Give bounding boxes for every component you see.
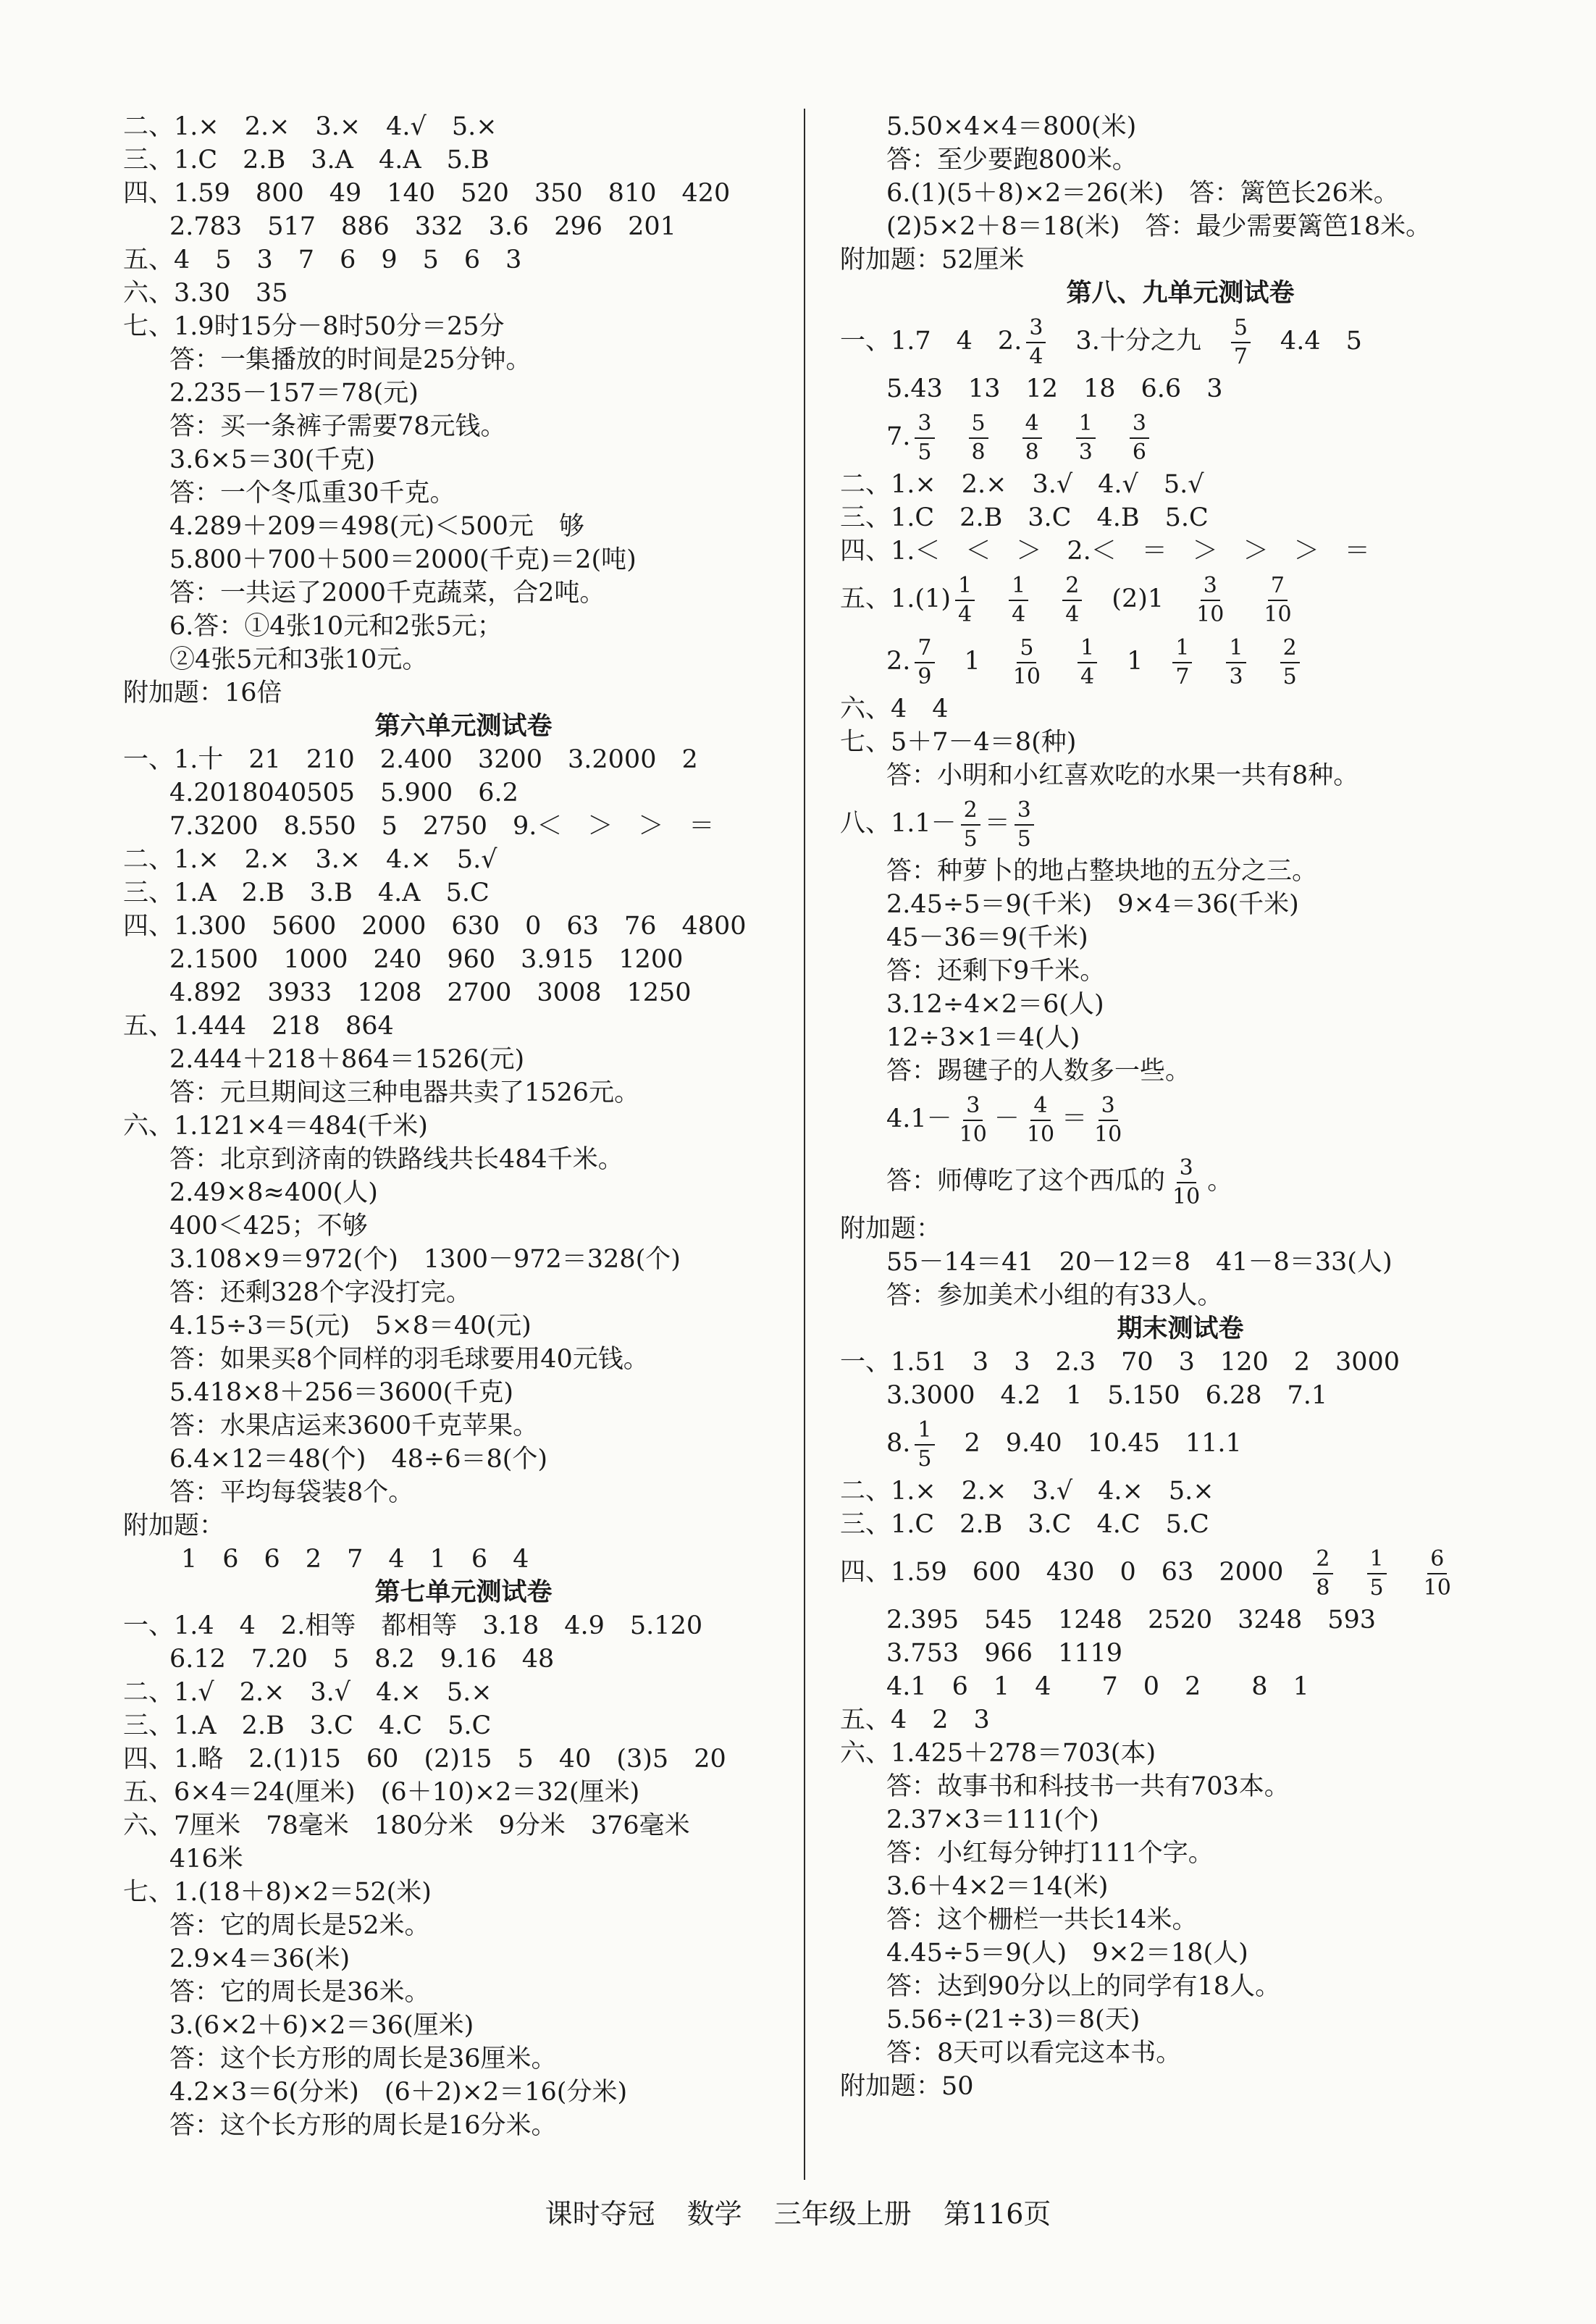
answer-line: 3.108×9＝972(个) 1300－972＝328(个) bbox=[169, 1245, 681, 1274]
answer-line: 2.235－157＝78(元) bbox=[169, 379, 419, 408]
answer-line: 七、1.(18＋8)×2＝52(米) bbox=[123, 1878, 432, 1907]
fraction-denominator: 10 bbox=[959, 1121, 987, 1147]
answer-line: 3.(6×2＋6)×2＝36(厘米) bbox=[169, 2011, 474, 2040]
fraction-denominator: 10 bbox=[1012, 663, 1041, 689]
answer-line: 答：参加美术小组的有33人。 bbox=[886, 1281, 1223, 1310]
answer-line: 答：这个栅栏一共长14米。 bbox=[886, 1905, 1198, 1934]
answer-line: 答：8天可以看完这本书。 bbox=[886, 2039, 1182, 2068]
answer-line: 八、1.1－ $\frac{2}{5}$ ＝ $\frac{3}{5}$ bbox=[840, 792, 1521, 855]
fraction bbox=[957, 1094, 990, 1147]
answer-line: 4.1 6 1 4 7 0 2 8 1 bbox=[886, 1672, 1309, 1701]
fraction-numerator: 5 bbox=[1017, 636, 1036, 663]
answer-line: 2.45÷5＝9(千米) 9×4＝36(千米) bbox=[886, 890, 1299, 919]
answer-line: 答：小红每分钟打111个字。 bbox=[886, 1839, 1214, 1868]
answer-line: 二、1.× 2.× 3.× 4.× 5.√ bbox=[123, 845, 497, 874]
answer-line: ②4张5元和3张10元。 bbox=[169, 645, 428, 674]
fraction-numerator: 2 bbox=[1313, 1547, 1332, 1574]
answer-line: 6.12 7.20 5 8.2 9.16 48 bbox=[169, 1645, 555, 1674]
answer-line: 5.43 13 12 18 6.6 3 bbox=[886, 374, 1223, 403]
column-divider bbox=[804, 109, 805, 2180]
answer-line: 答：一共运了2000千克蔬菜，合2吨。 bbox=[169, 579, 605, 608]
fraction bbox=[1022, 411, 1042, 465]
fraction bbox=[915, 636, 934, 689]
fraction-numerator: 1 bbox=[1226, 636, 1246, 663]
fraction-denominator: 3 bbox=[1078, 439, 1093, 465]
fraction-denominator: 4 bbox=[1012, 601, 1026, 627]
answer-line: 三、1.C 2.B 3.A 4.A 5.B bbox=[123, 146, 490, 175]
answer-line: 55－14＝41 20－12＝8 41－8＝33(人) bbox=[886, 1248, 1393, 1277]
answer-line: 四、1.59 800 49 140 520 350 810 420 bbox=[123, 179, 731, 208]
fraction bbox=[1313, 1547, 1332, 1601]
footer-page-number: 第116页 bbox=[943, 2198, 1051, 2230]
fraction bbox=[1076, 411, 1096, 465]
answer-line: 5.800＋700＋500＝2000(千克)＝2(吨) bbox=[169, 545, 637, 574]
answer-line: 7.3200 8.550 5 2750 9.＜ ＞ ＞ ＝ bbox=[169, 812, 715, 841]
answer-line: 二、1.× 2.× 3.√ 4.× 5.× bbox=[840, 1477, 1214, 1506]
footer-book-title: 课时夺冠 bbox=[545, 2198, 655, 2230]
answer-line: 4.1－ $\frac{3}{10}$ － $\frac{4}{10}$ ＝ $\frac{3}{10}$ bbox=[840, 1088, 1521, 1150]
fraction-numerator: 5 bbox=[969, 411, 988, 439]
fraction-denominator: 5 bbox=[1282, 663, 1297, 689]
answer-line: 答：如果买8个同样的羽毛球要用40元钱。 bbox=[169, 1345, 649, 1374]
answer-line: 400＜425；不够 bbox=[169, 1212, 368, 1241]
answer-line: 答：一个冬瓜重30千克。 bbox=[169, 479, 455, 508]
answer-line: 416米 bbox=[169, 1845, 243, 1874]
fraction-denominator: 9 bbox=[917, 663, 932, 689]
answer-line: 4.15÷3＝5(元) 5×8＝40(元) bbox=[169, 1312, 532, 1341]
answer-line: 答：这个长方形的周长是36厘米。 bbox=[169, 2044, 557, 2073]
fraction-numerator: 3 bbox=[1177, 1156, 1196, 1183]
answer-line: 六、7厘米 78毫米 180分米 9分米 376毫米 bbox=[123, 1811, 690, 1840]
answer-line: 45－36＝9(千米) bbox=[886, 923, 1088, 952]
answer-line: 答：至少要跑800米。 bbox=[886, 146, 1138, 175]
answer-line: 2.1500 1000 240 960 3.915 1200 bbox=[169, 945, 684, 974]
fraction-denominator: 10 bbox=[1026, 1121, 1055, 1147]
answer-line: 1 6 6 2 7 4 1 6 4 bbox=[181, 1545, 529, 1574]
fraction bbox=[1421, 1547, 1454, 1601]
answer-line: 答：北京到济南的铁路线共长484千米。 bbox=[169, 1145, 623, 1174]
fraction bbox=[915, 1418, 934, 1472]
answer-line: 附加题：52厘米 bbox=[840, 246, 1025, 274]
fraction bbox=[961, 798, 980, 852]
fraction bbox=[1367, 1547, 1387, 1601]
answer-line: 5.418×8＋256＝3600(千克) bbox=[169, 1378, 513, 1407]
answer-line: 一、1.51 3 3 2.3 70 3 120 2 3000 bbox=[840, 1348, 1400, 1377]
fraction-denominator: 5 bbox=[1017, 826, 1031, 852]
answer-line: 答：水果店运来3600千克苹果。 bbox=[169, 1411, 539, 1440]
fraction-denominator: 5 bbox=[917, 439, 932, 465]
answer-line: 12÷3×1＝4(人) bbox=[886, 1023, 1080, 1052]
fraction-denominator: 7 bbox=[1175, 663, 1190, 689]
fraction-numerator: 7 bbox=[915, 636, 934, 663]
fraction-denominator: 8 bbox=[971, 439, 986, 465]
fraction-numerator: 2 bbox=[1280, 636, 1300, 663]
fraction-numerator: 1 bbox=[1009, 574, 1028, 601]
answer-line: 六、1.121×4＝484(千米) bbox=[123, 1112, 428, 1141]
fraction-numerator: 4 bbox=[1030, 1094, 1050, 1121]
fraction-numerator: 3 bbox=[1015, 798, 1034, 826]
answer-line: 2.395 545 1248 2520 3248 593 bbox=[886, 1606, 1377, 1635]
section-title: 期末测试卷 bbox=[1117, 1314, 1244, 1343]
answer-line: 2.9×4＝36(米) bbox=[169, 1945, 350, 1973]
answer-line: 五、1.(1) $\frac{1}{4}$ $\frac{1}{4}$ $\frac{2}{4}$ (2)1 $\frac{3}{10}$ $\frac{7}{10}$ bbox=[840, 568, 1521, 630]
footer-grade: 三年级上册 bbox=[773, 2198, 912, 2230]
fraction-denominator: 4 bbox=[1065, 601, 1080, 627]
fraction-denominator: 4 bbox=[1080, 663, 1095, 689]
fraction bbox=[1078, 636, 1097, 689]
fraction-denominator: 5 bbox=[1369, 1574, 1384, 1601]
fraction-numerator: 1 bbox=[915, 1418, 934, 1446]
answer-line: 2.49×8≈400(人) bbox=[169, 1178, 378, 1207]
answer-line: 答：一集播放的时间是25分钟。 bbox=[169, 345, 532, 374]
fraction-numerator: 3 bbox=[1201, 574, 1220, 601]
answer-line: 答：平均每袋装8个。 bbox=[169, 1478, 414, 1507]
fraction bbox=[1010, 636, 1043, 689]
answer-line: 四、1.＜ ＜ ＞ 2.＜ ＝ ＞ ＞ ＞ ＝ bbox=[840, 537, 1370, 566]
answer-line: 四、1.59 600 430 0 63 2000 $\frac{2}{8}$ $\frac{1}{5}$ $\frac{6}{10}$ bbox=[840, 1541, 1521, 1603]
fraction-denominator: 8 bbox=[1025, 439, 1039, 465]
answer-line: 答：种萝卜的地占整块地的五分之三。 bbox=[886, 857, 1318, 886]
answer-line: 五、1.444 218 864 bbox=[123, 1012, 394, 1041]
answer-line: 答：踢毽子的人数多一些。 bbox=[886, 1057, 1191, 1086]
footer-subject: 数学 bbox=[686, 2198, 742, 2230]
answer-line: 答：达到90分以上的同学有18人。 bbox=[886, 1972, 1281, 2001]
answer-line: 一、1.7 4 2. $\frac{3}{4}$ 3.十分之九 $\frac{5}{7}$ 4.4 5 bbox=[840, 314, 1362, 369]
fraction-numerator: 1 bbox=[1076, 411, 1096, 439]
answer-line: 附加题：16倍 bbox=[123, 679, 282, 708]
answer-line: 二、1.× 2.× 3.× 4.√ 5.× bbox=[123, 112, 497, 141]
answer-line: 答：它的周长是52米。 bbox=[169, 1911, 430, 1940]
answer-line: 3.12÷4×2＝6(人) bbox=[886, 990, 1104, 1019]
answer-line: 5.56÷(21÷3)＝8(天) bbox=[886, 2005, 1141, 2034]
answer-line: 五、4 5 3 7 6 9 5 6 3 bbox=[123, 246, 522, 274]
fraction-denominator: 5 bbox=[963, 826, 978, 852]
answer-line: 答：还剩下9千米。 bbox=[886, 957, 1106, 986]
answer-line: 附加题： bbox=[840, 1215, 942, 1243]
fraction bbox=[1193, 574, 1227, 627]
answer-line: 6.4×12＝48(个) 48÷6＝8(个) bbox=[169, 1445, 548, 1474]
fraction bbox=[1062, 574, 1082, 627]
answer-line: 4.289＋209＝498(元)＜500元 够 bbox=[169, 512, 584, 541]
answer-line: 三、1.A 2.B 3.C 4.C 5.C bbox=[123, 1711, 492, 1740]
answer-line: 答：元旦期间这三种电器共卖了1526元。 bbox=[169, 1078, 640, 1107]
answer-line: 三、1.C 2.B 3.C 4.C 5.C bbox=[840, 1510, 1209, 1539]
answer-line: 二、1.× 2.× 3.√ 4.√ 5.√ bbox=[840, 470, 1204, 499]
answer-line: 2. $\frac{7}{9}$ 1 $\frac{5}{10}$ $\frac{1}{4}$ 1 $\frac{1}{7}$ $\frac{1}{3}$ $\frac{2}{5}$ bbox=[840, 630, 1521, 692]
fraction-numerator: 7 bbox=[1268, 574, 1288, 601]
answer-line: (2)5×2＋8＝18(米) 答：最少需要篱笆18米。 bbox=[886, 212, 1432, 241]
answer-line: 2.783 517 886 332 3.6 296 201 bbox=[169, 212, 676, 241]
section-title: 第八、九单元测试卷 bbox=[1066, 279, 1295, 308]
answer-line: 六、4 4 bbox=[840, 695, 949, 723]
fraction-denominator: 6 bbox=[1132, 439, 1146, 465]
fraction-denominator: 10 bbox=[1264, 601, 1292, 627]
answer-line: 四、1.300 5600 2000 630 0 63 76 4800 bbox=[123, 912, 747, 941]
fraction bbox=[1172, 636, 1192, 689]
answer-line: 五、6×4＝24(厘米) (6＋10)×2＝32(厘米) bbox=[123, 1778, 640, 1807]
fraction-numerator: 3 bbox=[1130, 411, 1149, 439]
answer-line: 二、1.√ 2.× 3.√ 4.× 5.× bbox=[123, 1678, 492, 1707]
fraction-numerator: 1 bbox=[955, 574, 975, 601]
fraction bbox=[1009, 574, 1028, 627]
answer-line: 一、1.十 21 210 2.400 3200 3.2000 2 bbox=[123, 745, 698, 774]
section-title: 第七单元测试卷 bbox=[374, 1578, 553, 1607]
answer-line: 六、1.425＋278＝703(本) bbox=[840, 1739, 1156, 1768]
answer-line: 答：它的周长是36米。 bbox=[169, 1978, 430, 2007]
fraction-numerator: 1 bbox=[1172, 636, 1192, 663]
right-answer-column bbox=[840, 110, 1521, 2194]
answer-line: 答：小明和小红喜欢吃的水果一共有8种。 bbox=[886, 761, 1359, 790]
answer-line: 3.753 966 1119 bbox=[886, 1639, 1123, 1668]
answer-line: 4.2×3＝6(分米) (6＋2)×2＝16(分米) bbox=[169, 2078, 628, 2107]
answer-line: 附加题：50 bbox=[840, 2072, 974, 2101]
answer-line: 6.答：①4张10元和2张5元； bbox=[169, 612, 503, 641]
fraction-numerator: 2 bbox=[961, 798, 980, 826]
fraction-denominator: 5 bbox=[917, 1446, 932, 1472]
answer-line: 7. $\frac{3}{5}$ $\frac{5}{8}$ $\frac{4}{8}$ $\frac{1}{3}$ $\frac{3}{6}$ bbox=[840, 406, 1521, 468]
fraction bbox=[1091, 1094, 1125, 1147]
answer-line: 3.3000 4.2 1 5.150 6.28 7.1 bbox=[886, 1381, 1328, 1410]
fraction-numerator: 4 bbox=[1022, 411, 1042, 439]
fraction bbox=[1026, 316, 1046, 369]
answer-line: 4.2018040505 5.900 6.2 bbox=[169, 779, 518, 807]
answer-line: 一、1.4 4 2.相等 都相等 3.18 4.9 5.120 bbox=[123, 1611, 703, 1640]
fraction-numerator: 5 bbox=[1231, 316, 1251, 343]
answer-line: 答：师傅吃了这个西瓜的 $\frac{3}{10}$ 。 bbox=[886, 1154, 1233, 1209]
fraction bbox=[1280, 636, 1300, 689]
answer-line: 2.444＋218＋864＝1526(元) bbox=[169, 1045, 525, 1074]
answer-line: 3.6×5＝30(千克) bbox=[169, 445, 376, 474]
left-answer-column bbox=[123, 110, 804, 2194]
fraction bbox=[1226, 636, 1246, 689]
answer-line: 四、1.略 2.(1)15 60 (2)15 5 40 (3)5 20 bbox=[123, 1745, 726, 1774]
answer-line: 4.45÷5＝9(人) 9×2＝18(人) bbox=[886, 1939, 1248, 1968]
answer-line: 答：买一条裤子需要78元钱。 bbox=[169, 412, 506, 441]
fraction-numerator: 3 bbox=[963, 1094, 983, 1121]
answer-line: 六、3.30 35 bbox=[123, 279, 288, 308]
answer-line: 三、1.A 2.B 3.B 4.A 5.C bbox=[123, 878, 490, 907]
fraction bbox=[1130, 411, 1149, 465]
fraction bbox=[1015, 798, 1034, 852]
fraction bbox=[969, 411, 988, 465]
section-title: 第六单元测试卷 bbox=[374, 712, 553, 741]
answer-line: 4.892 3933 1208 2700 3008 1250 bbox=[169, 978, 692, 1007]
answer-line: 答：这个长方形的周长是16分米。 bbox=[169, 2111, 557, 2140]
answer-line: 5.50×4×4＝800(米) bbox=[886, 112, 1137, 141]
fraction-denominator: 4 bbox=[1029, 343, 1043, 369]
fraction-numerator: 3 bbox=[915, 411, 934, 439]
answer-line: 答：还剩328个字没打完。 bbox=[169, 1278, 471, 1307]
fraction-numerator: 3 bbox=[1099, 1094, 1118, 1121]
answer-line: 五、4 2 3 bbox=[840, 1706, 990, 1734]
fraction-denominator: 8 bbox=[1316, 1574, 1330, 1601]
fraction bbox=[955, 574, 975, 627]
fraction-numerator: 6 bbox=[1427, 1547, 1447, 1574]
answer-line: 8. $\frac{1}{5}$ 2 9.40 10.45 11.1 bbox=[886, 1417, 1242, 1472]
fraction bbox=[1024, 1094, 1057, 1147]
fraction-denominator: 10 bbox=[1172, 1183, 1201, 1209]
fraction bbox=[1231, 316, 1251, 369]
fraction-denominator: 3 bbox=[1229, 663, 1243, 689]
answer-line: 七、1.9时15分－8时50分＝25分 bbox=[123, 312, 505, 341]
fraction bbox=[915, 411, 934, 465]
answer-line: 6.(1)(5＋8)×2＝26(米) 答：篱笆长26米。 bbox=[886, 179, 1399, 208]
fraction-denominator: 10 bbox=[1423, 1574, 1451, 1601]
answer-line: 2.37×3＝111(个) bbox=[886, 1805, 1099, 1834]
fraction-numerator: 1 bbox=[1367, 1547, 1387, 1574]
fraction-denominator: 4 bbox=[957, 601, 973, 627]
answer-line: 三、1.C 2.B 3.C 4.B 5.C bbox=[840, 503, 1209, 532]
fraction bbox=[1261, 574, 1294, 627]
answer-line: 3.6＋4×2＝14(米) bbox=[886, 1872, 1109, 1901]
answer-line: 答：故事书和科技书一共有703本。 bbox=[886, 1772, 1290, 1801]
answer-line: 七、5＋7－4＝8(种) bbox=[840, 728, 1077, 757]
fraction-denominator: 10 bbox=[1196, 601, 1225, 627]
page-footer bbox=[0, 2196, 1596, 2232]
fraction-numerator: 3 bbox=[1026, 316, 1046, 343]
fraction-numerator: 2 bbox=[1062, 574, 1082, 601]
fraction-denominator: 10 bbox=[1094, 1121, 1122, 1147]
fraction-denominator: 7 bbox=[1233, 343, 1248, 369]
fraction bbox=[1169, 1156, 1203, 1209]
fraction-numerator: 1 bbox=[1078, 636, 1097, 663]
answer-line: 附加题： bbox=[123, 1511, 225, 1540]
